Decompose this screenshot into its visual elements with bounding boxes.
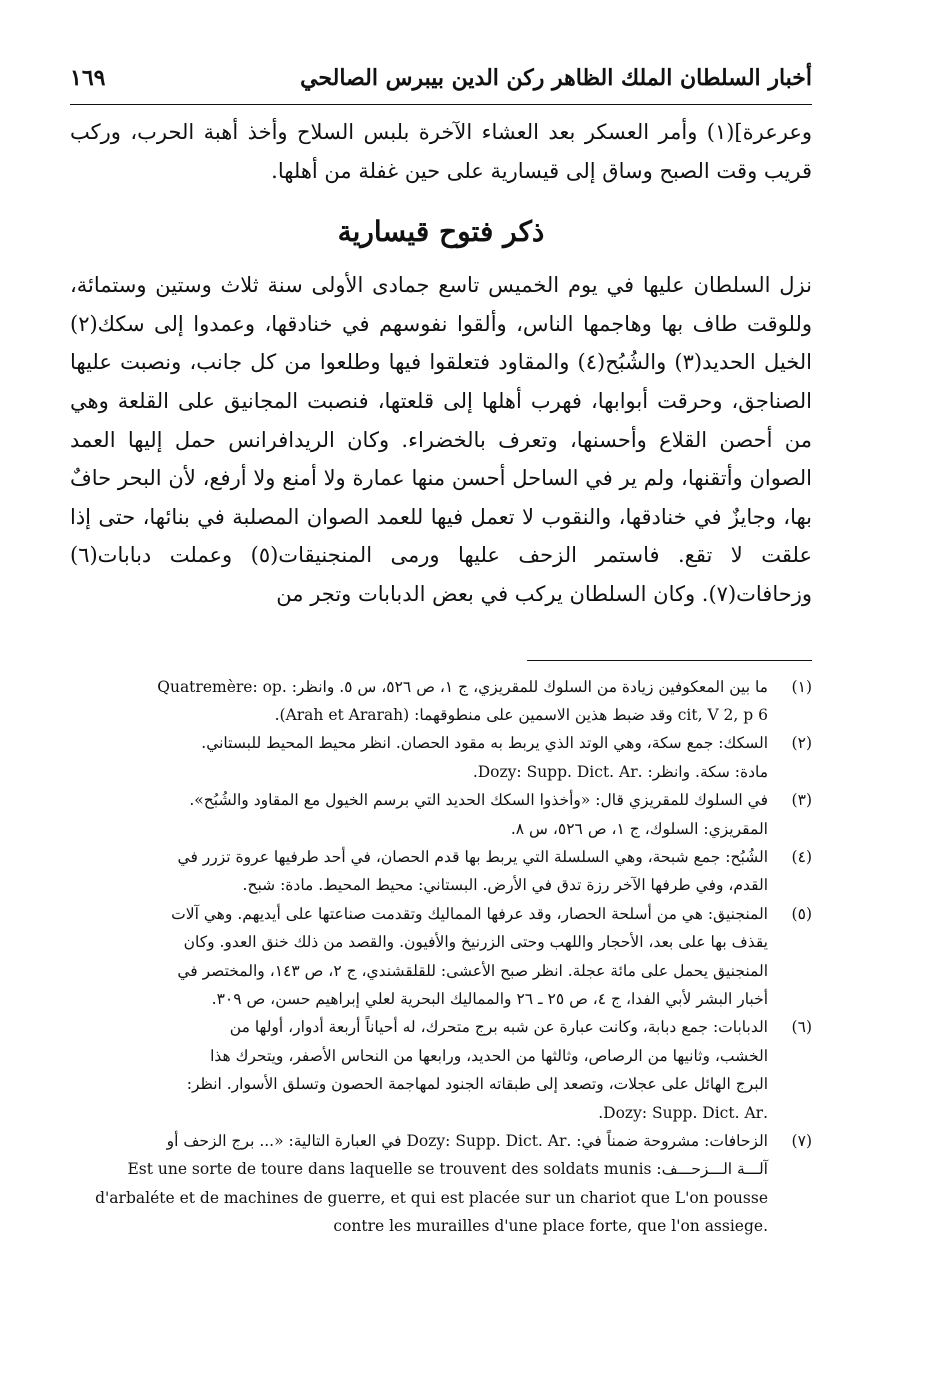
main-paragraph: نزل السلطان عليها في يوم الخميس تاسع جمادى الأولى سنة ثلاث وستين وستمائة، وللوقت طاف بها وهاجمها الناس، وألقوا نفوسهم في خنادقها، وعمدوا إلى سكك(٢) الخيل الحديد(٣) والشُبُح(٤) والمقاود فتعلقوا فيها وطلعوا من كل جانب، ونصبت عليها الصناجق، وحرقت أبوابها، فهرب أهلها إلى قلعتها، فنصبت المجانيق على القلعة وهي من أحصن القلاع وأحسنها، وتعرف بالخضراء. وكان الريدافرانس حمل إليها العمد الصوان وأتقنها، ولم ير في الساحل أحسن منها عمارة ولا أمنع ولا أرفع، لأن البحر حافٌ بها، وجايزٌ في خنادقها، والنقوب لا تعمل فيها للعمد الصوان المصلبة في بنائها، حتى إذا علقت لا تقع. فاستمر الزحف عليها ورمى المنجنيقات(٥) وعملت دبابات(٦) وزحافات(٧). وكان السلطان يركب في بعض الدبابات وتجر من xyxy=(70,273,812,606)
footnote-line: المنجنيق: هي من أسلحة الحصار، وقد عرفها المماليك وتقدمت صناعتها على أيديهم. وهي آلات xyxy=(171,904,768,923)
footnote-line: المنجنيق يحمل على مائة عجلة. انظر صبح الأعشى: للقلقشندي، ج ٢، ص ١٤٣، والمختصر في xyxy=(177,961,768,980)
footnote-line: في السلوك للمقريزي قال: «وأخذوا السكك الحديد التي برسم الخيول مع المقاود والشُبُح». xyxy=(189,791,768,810)
book-page xyxy=(70,58,812,1241)
footnote-french-line: contre les murailles d'une place forte, que l'on assiege. xyxy=(333,1217,768,1236)
footnote-number: (٧) xyxy=(791,1132,812,1151)
footnote-french-line: d'arbaléte et de machines de guerre, et qui est placée sur un chariot que L'on pousse xyxy=(95,1188,768,1207)
main-text xyxy=(70,113,812,614)
footnote-number: (٤) xyxy=(791,847,812,866)
footnote-separator xyxy=(527,660,812,661)
footnote-line: أخبار البشر لأبي الفدا، ج ٤، ص ٢٥ ـ ٢٦ والمماليك البحرية لعلي إبراهيم حسن، ص ٣٠٩. xyxy=(211,990,768,1008)
footnotes xyxy=(70,673,812,1241)
footnote-line: آلـــة الـــزحـــف: Est une sorte de toure dans laquelle se trouvent des soldats munis xyxy=(127,1160,768,1179)
footnote-line: ما بين المعكوفين زيادة من السلوك للمقريزي، ج ١، ص ٥٢٦، س ٥. وانظر: .Quatremère: op xyxy=(157,677,768,696)
footnote-7 xyxy=(70,1127,812,1241)
page-number: ١٦٩ xyxy=(70,65,106,91)
footnote-line: السكك: جمع سكة، وهي الوتد الذي يربط به مقود الحصان. انظر محيط المحيط للبستاني. xyxy=(201,734,768,753)
footnote-number: (٢) xyxy=(791,734,812,753)
footnote-line: يقذف بها على بعد، الأحجار واللهب وحتى الزرنيخ والأفيون. والقصد من ذلك خنق العدو. وكان xyxy=(183,933,768,952)
section-title: ذكر فتوح قيسارية xyxy=(337,215,545,249)
opening-paragraph: وعرعرة](١) وأمر العسكر بعد العشاء الآخرة بلبس السلاح وأخذ أهبة الحرب، وركب قريب وقت الصبح وساق إلى قيسارية على حين غفلة من أهلها. xyxy=(70,120,812,183)
footnote-line: الشُبُح: جمع شبحة، وهي السلسلة التي يربط بها قدم الحصان، في أحد طرفيها عروة تزرر في xyxy=(177,847,768,866)
footnote-number: (٥) xyxy=(791,904,812,923)
footnote-line: الزحافات: مشروحة ضمناً في: .Dozy: Supp. Dict. Ar في العبارة التالية: «... برج الزحف أو xyxy=(166,1132,768,1151)
footnote-number: (٣) xyxy=(791,791,812,810)
footnote-4 xyxy=(70,843,812,900)
footnote-line: المقريزي: السلوك، ج ١، ص ٥٢٦، س ٨. xyxy=(510,819,768,838)
footnote-number: (٦) xyxy=(791,1018,812,1037)
footnote-line: البرج الهائل على عجلات، وتصعد إلى طبقاته الجنود لمهاجمة الحصون وتسلق الأسوار. انظر: xyxy=(186,1075,768,1094)
footnote-line: الخشب، وثانيها من الرصاص، وثالثها من الحديد، ورابعها من النحاس الأصفر، ويتحرك هذا xyxy=(210,1046,768,1065)
footnote-line: القدم، وفي طرفها الآخر رزة تدق في الأرض. البستاني: محيط المحيط. مادة: شبح. xyxy=(242,876,768,895)
footnote-2 xyxy=(70,729,812,786)
footnote-number: (١) xyxy=(791,677,812,696)
footnote-1 xyxy=(70,673,812,730)
footnote-line: مادة: سكة. وانظر: .Dozy: Supp. Dict. Ar. xyxy=(472,762,768,781)
footnote-line: الدبابات: جمع دبابة، وكانت عبارة عن شبه برج متحرك، له أحياناً أربعة أدوار، أولها من xyxy=(229,1018,768,1037)
footnote-6 xyxy=(70,1013,812,1127)
footnote-3 xyxy=(70,786,812,843)
footnote-line: cit, V 2, p 6 وقد ضبط هذين الاسمين على منطوقهما: (Arah et Ararah). xyxy=(274,705,768,724)
footnote-line: .Dozy: Supp. Dict. Ar. xyxy=(598,1103,768,1122)
running-header xyxy=(70,58,812,105)
footnote-5 xyxy=(70,900,812,1014)
running-title: أخبار السلطان الملك الظاهر ركن الدين بيبرس الصالحي xyxy=(300,65,812,91)
